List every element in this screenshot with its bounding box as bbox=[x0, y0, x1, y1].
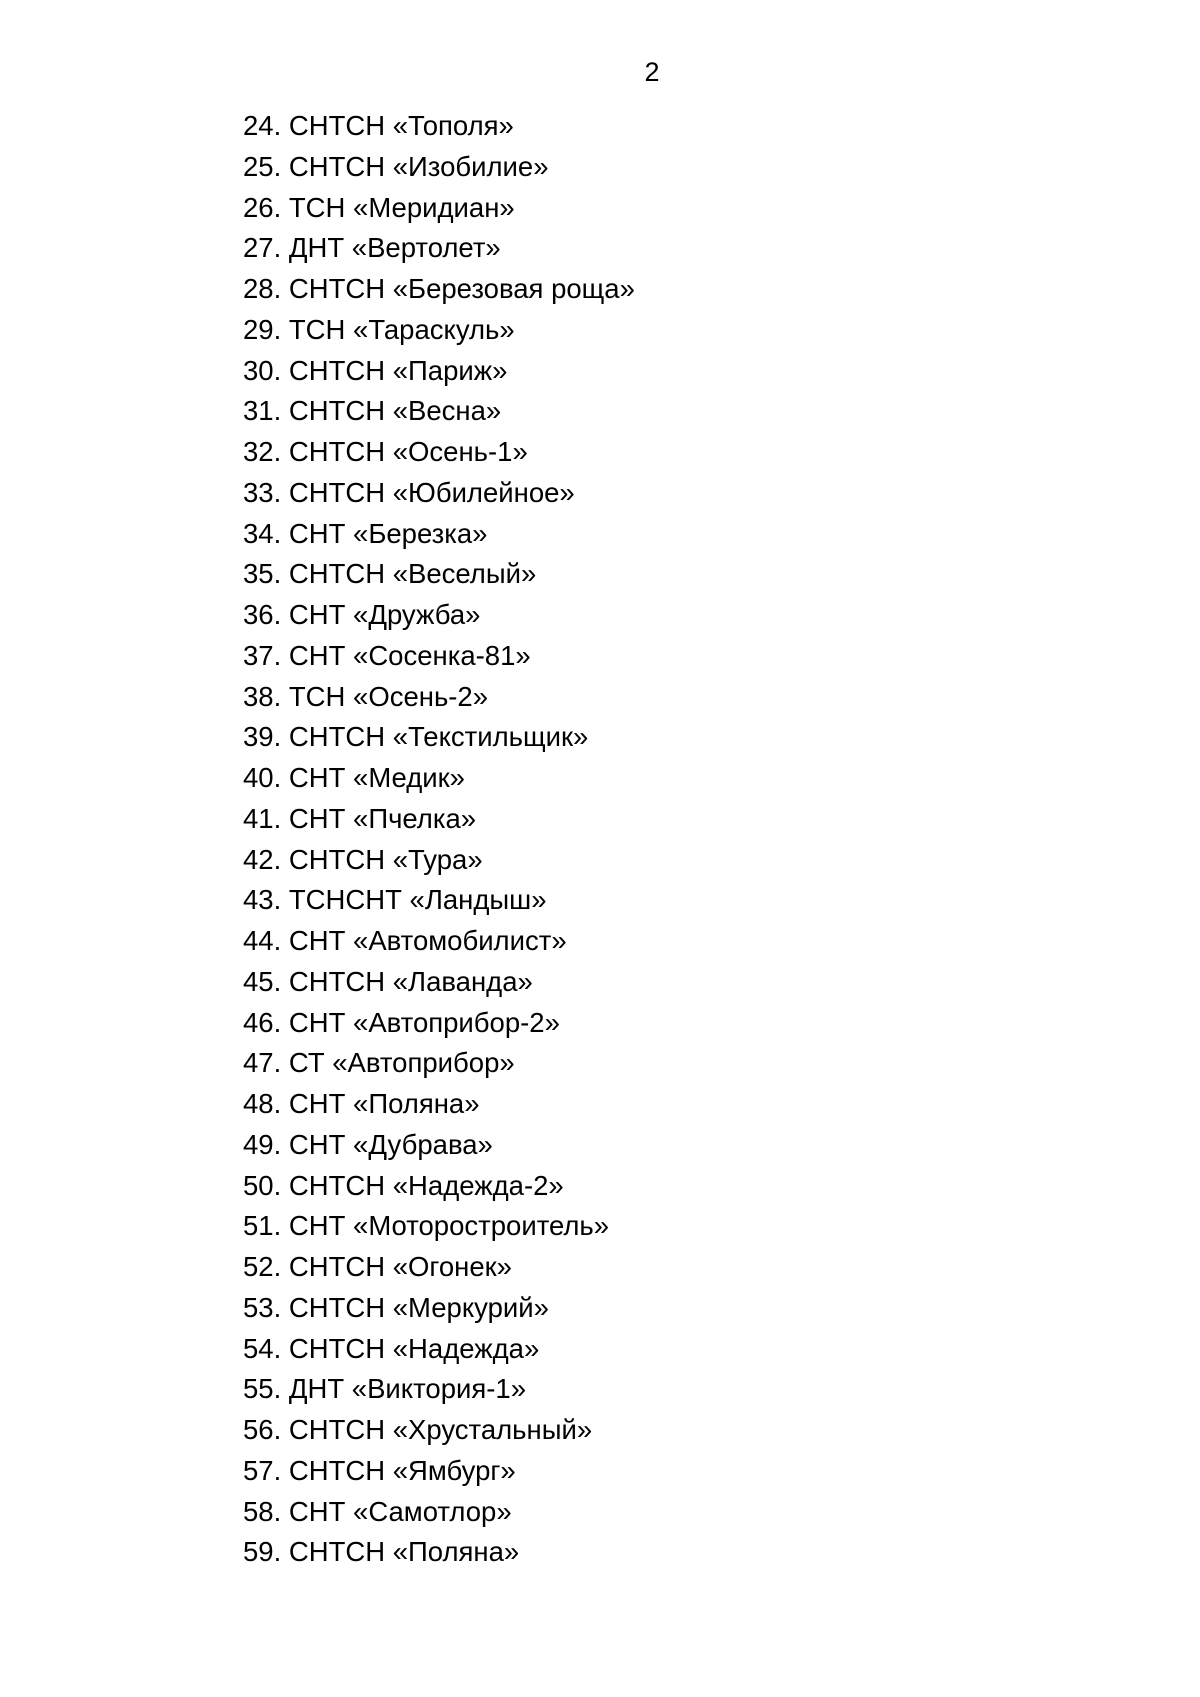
list-item: 44. СНТ «Автомобилист» bbox=[243, 925, 567, 956]
list-item: 49. СНТ «Дубрава» bbox=[243, 1128, 493, 1160]
list-item: 57. СНТСН «Ямбург» bbox=[243, 1454, 516, 1486]
list-item: 50. СНТСН «Надежда-2» bbox=[243, 1169, 564, 1201]
list-item: 48. СНТ «Поляна» bbox=[243, 1088, 480, 1119]
organization-list bbox=[243, 106, 635, 1573]
list-item: 53. СНТСН «Меркурий» bbox=[243, 1291, 549, 1323]
list-item: 24. СНТСН «Тополя» bbox=[243, 110, 514, 141]
list-item: 45. СНТСН «Лаванда» bbox=[243, 965, 533, 997]
list-item: 33. СНТСН «Юбилейное» bbox=[243, 476, 575, 508]
list-item: 55. ДНТ «Виктория-1» bbox=[243, 1373, 527, 1405]
list-item: 54. СНТСН «Надежда» bbox=[243, 1332, 540, 1364]
list-item: 42. СНТСН «Тура» bbox=[243, 843, 483, 875]
list-item: 26. ТСН «Меридиан» bbox=[243, 191, 515, 223]
list-item: 59. СНТСН «Поляна» bbox=[243, 1536, 520, 1568]
list-item: 43. ТСНСНТ «Ландыш» bbox=[243, 884, 547, 916]
list-item: 32. СНТСН «Осень-1» bbox=[243, 436, 528, 467]
list-item: 41. СНТ «Пчелка» bbox=[243, 802, 477, 834]
list-item: 36. СНТ «Дружба» bbox=[243, 599, 481, 630]
list-item: 25. СНТСН «Изобилие» bbox=[243, 150, 549, 182]
list-item: 46. СНТ «Автоприбор-2» bbox=[243, 1006, 560, 1038]
list-item: 52. СНТСН «Огонек» bbox=[243, 1251, 512, 1282]
list-item: 27. ДНТ «Вертолет» bbox=[243, 232, 501, 264]
list-item: 30. СНТСН «Париж» bbox=[243, 354, 508, 386]
list-item: 39. СНТСН «Текстильщик» bbox=[243, 721, 589, 753]
list-item: 38. ТСН «Осень-2» bbox=[243, 680, 489, 712]
list-item: 40. СНТ «Медик» bbox=[243, 762, 465, 793]
list-item: 51. СНТ «Моторостроитель» bbox=[243, 1210, 610, 1242]
list-item: 35. СНТСН «Веселый» bbox=[243, 558, 537, 590]
list-item: 31. СНТСН «Весна» bbox=[243, 395, 502, 427]
list-item: 37. СНТ «Сосенка-81» bbox=[243, 639, 531, 671]
list-item: 29. ТСН «Тараскуль» bbox=[243, 313, 515, 345]
page-number: 2 bbox=[644, 57, 660, 87]
list-item: 28. СНТСН «Березовая роща» bbox=[243, 273, 635, 304]
list-item: 34. СНТ «Березка» bbox=[243, 517, 488, 549]
list-item: 56. СНТСН «Хрустальный» bbox=[243, 1414, 593, 1445]
list-item: 47. СТ «Автоприбор» bbox=[243, 1047, 515, 1079]
list-item: 58. СНТ «Самотлор» bbox=[243, 1495, 512, 1527]
